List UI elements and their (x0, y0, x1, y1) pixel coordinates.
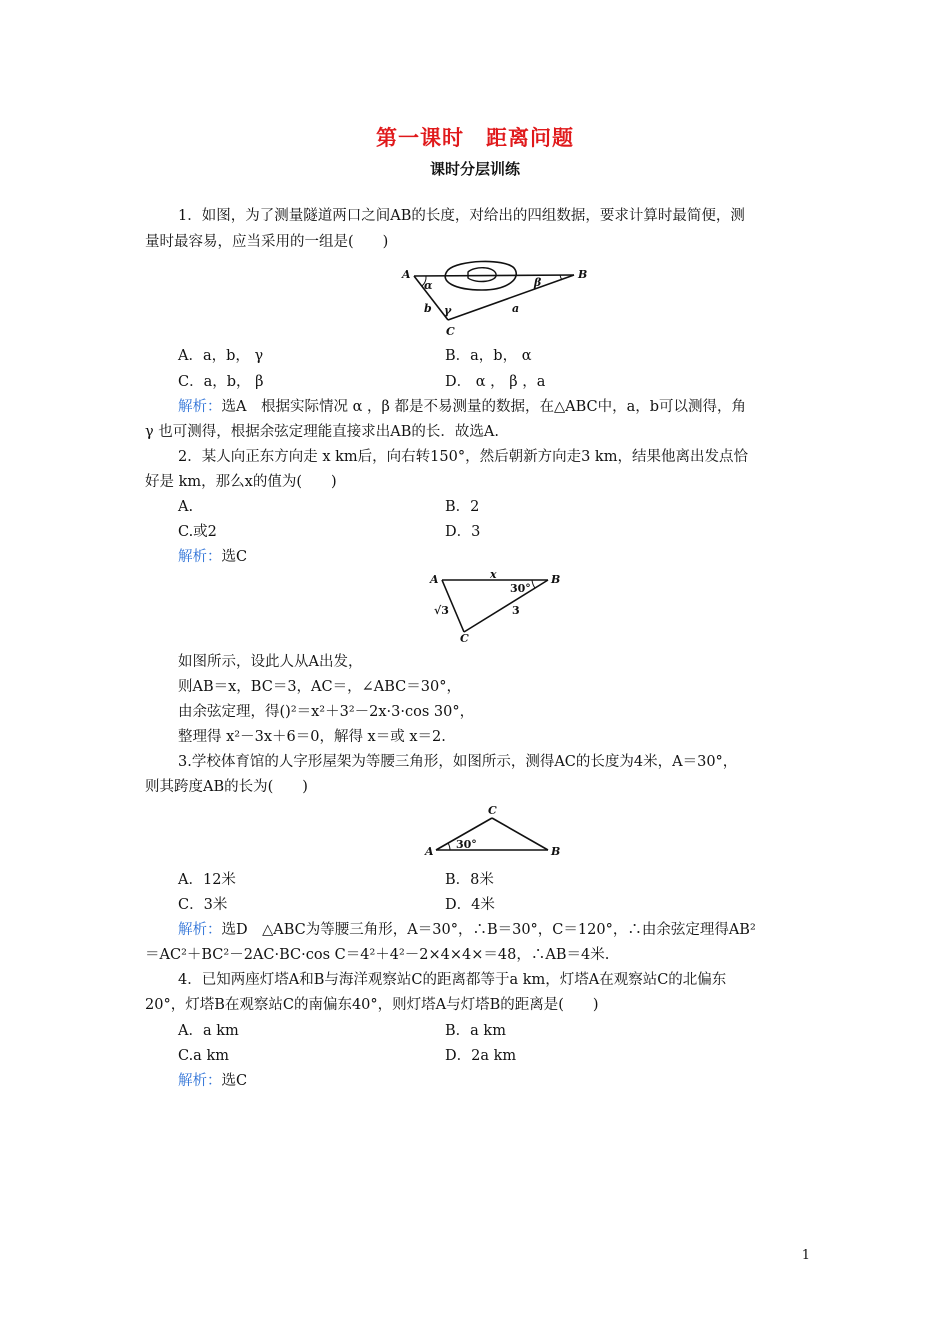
q3-line-1: 3.学校体育馆的人字形屋架为等腰三角形，如图所示，测得AC的长度为4米，A＝30°， (178, 754, 738, 770)
fig2-label-x: x (490, 568, 497, 581)
fig1-label-a-point: A (402, 268, 411, 281)
q2-option-a: A. (178, 499, 194, 515)
answer-label: 解析： (178, 922, 222, 938)
q2-answer: 选C (221, 549, 248, 565)
q1-option-d: D． α ， β ，a (445, 374, 546, 390)
walk-figure (424, 568, 564, 646)
fig3-label-c-point: C (488, 804, 497, 817)
tunnel-figure (396, 258, 596, 340)
q4-option-d: D．2a km (445, 1048, 517, 1064)
q3-option-c: C．3米 (178, 897, 228, 913)
fig1-label-c-point: C (446, 325, 455, 338)
q3-line-2: 则其跨度AB的长为( ) (145, 779, 308, 795)
fig3-label-a-point: A (425, 845, 434, 858)
q1-explanation-text: 选A 根据实际情况 α ，β 都是不易测量的数据，在△ABC中，a，b可以测得，角 (221, 399, 747, 415)
answer-label: 解析： (178, 1073, 222, 1089)
fig1-label-side-a: a (512, 302, 520, 315)
q4-option-b: B．a km (445, 1023, 506, 1039)
q1-option-a: A．a，b， γ (178, 348, 264, 364)
q1-explanation-line-1 (178, 397, 746, 417)
q3-option-d: D．4米 (445, 897, 495, 913)
q2-solution-line-1: 如图所示，设此人从A出发， (178, 654, 363, 670)
q2-line-1: 2．某人向正东方向走 x km后，向右转150°，然后朝新方向走3 km，结果他离出发点恰 (178, 449, 748, 465)
fig1-label-side-b: b (424, 302, 432, 315)
q3-explanation-line-2: ＝AC²＋BC²－2AC·BC·cos C＝4²＋4²－2×4×4×＝48，∴AB＝4米. (145, 947, 610, 963)
fig2-label-angle: 30° (510, 582, 531, 595)
q3-explanation-text: 选D △ABC为等腰三角形，A＝30°，∴B＝30°，C＝120°，∴由余弦定理得AB² (221, 922, 756, 938)
q2-option-d: D．3 (445, 524, 481, 540)
fig2-label-ac: √3 (434, 604, 449, 617)
q4-option-c: C.a km (178, 1048, 229, 1064)
q1-explanation-line-2: γ 也可测得，根据余弦定理能直接求出AB的长．故选A. (145, 424, 499, 440)
q2-explanation-line-1 (178, 547, 247, 567)
roof-figure (420, 802, 570, 862)
q4-line-1: 4．已知两座灯塔A和B与海洋观察站C的距离都等于a km，灯塔A在观察站C的北偏东 (178, 972, 727, 988)
fig2-label-bc: 3 (512, 604, 520, 617)
fig2-label-c-point: C (460, 632, 469, 645)
q2-solution-line-2: 则AB＝x，BC＝3，AC＝，∠ABC＝30°， (178, 679, 461, 695)
q1-option-c: C．a，b， β (178, 374, 264, 390)
q1-line-2: 量时最容易，应当采用的一组是( ) (145, 234, 389, 250)
q4-line-2: 20°，灯塔B在观察站C的南偏东40°，则灯塔A与灯塔B的距离是( ) (145, 997, 599, 1013)
answer-label: 解析： (178, 549, 222, 565)
q2-option-b: B．2 (445, 499, 480, 515)
answer-label: 解析： (178, 399, 222, 415)
fig1-label-alpha: α (424, 279, 433, 292)
fig3-label-b-point: B (551, 845, 561, 858)
q4-answer: 选C (221, 1073, 248, 1089)
fig2-label-a-point: A (430, 573, 439, 586)
q3-option-b: B．8米 (445, 872, 494, 888)
q4-option-a: A．a km (178, 1023, 239, 1039)
q2-solution-line-3: 由余弦定理，得()²＝x²＋3²－2x·3·cos 30°， (178, 704, 475, 720)
q1-line-1: 1．如图，为了测量隧道两口之间AB的长度，对给出的四组数据，要求计算时最简便，测 (178, 208, 745, 224)
q1-option-b: B．a，b， α (445, 348, 532, 364)
fig1-label-b-point: B (578, 268, 588, 281)
page-title: 第一课时 距离问题 (376, 126, 574, 150)
fig1-label-beta: β (534, 276, 542, 289)
q3-option-a: A．12米 (178, 872, 236, 888)
page-number: 1 (801, 1248, 810, 1263)
fig1-label-gamma: γ (444, 304, 452, 317)
q2-line-2: 好是 km，那么x的值为( ) (145, 474, 337, 490)
fig3-label-angle: 30° (456, 838, 477, 851)
q2-option-c: C.或2 (178, 524, 217, 540)
page-subtitle: 课时分层训练 (429, 160, 520, 178)
fig2-label-b-point: B (551, 573, 561, 586)
q2-solution-line-4: 整理得 x²－3x＋6＝0，解得 x＝或 x＝2. (178, 729, 446, 745)
q3-explanation-line-1 (178, 920, 756, 940)
q4-explanation-line-1 (178, 1071, 247, 1091)
